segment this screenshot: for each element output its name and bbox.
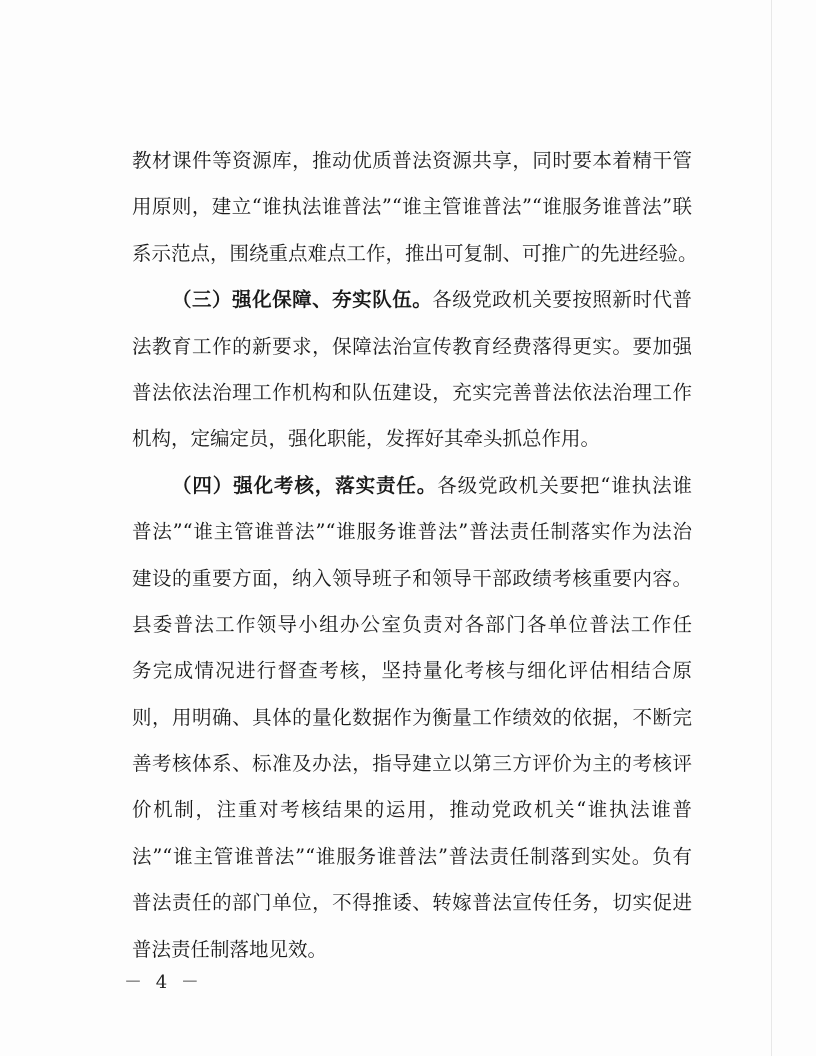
text-line: 用原则，建立“谁执法谁普法”“谁主管谁普法”“谁服务谁普法”联 xyxy=(132,195,692,219)
section-four-first-line xyxy=(132,463,692,509)
text-line: 普法依法治理工作机构和队伍建设，充实完善普法依法治理工作 xyxy=(132,380,692,404)
text-line: 则，用明确、具体的量化数据作为衡量工作绩效的依据，不断完 xyxy=(132,705,692,729)
text-line: 建设的重要方面，纳入领导班子和领导干部政绩考核重要内容。 xyxy=(132,566,692,590)
text-line: 法教育工作的新要求，保障法治宣传教育经费落得更实。要加强 xyxy=(132,334,692,358)
text-line: 普法”“谁主管谁普法”“谁服务谁普法”普法责任制落实作为法治 xyxy=(132,520,692,544)
text-line: 务完成情况进行督查考核，坚持量化考核与细化评估相结合原 xyxy=(132,659,692,683)
section-three-first-line xyxy=(132,277,692,323)
text-line: 法”“谁主管谁普法”“谁服务谁普法”普法责任制落到实处。负有 xyxy=(132,844,692,868)
text-line: 普法责任制落地见效。 xyxy=(132,937,328,961)
text-line: 善考核体系、标准及办法，指导建立以第三方评价为主的考核评 xyxy=(132,752,692,776)
section-heading-four: （四）强化考核，落实责任。 xyxy=(172,473,438,497)
text-line: 机构，定编定员，强化职能，发挥好其牵头抓总作用。 xyxy=(132,427,601,451)
scan-edge-line xyxy=(771,0,772,1056)
section-three-lead: 各级党政机关要按照新时代普 xyxy=(432,288,692,312)
section-heading-three: （三）强化保障、夯实队伍。 xyxy=(172,288,433,312)
page-number: － 4 － xyxy=(124,972,203,993)
text-line: 县委普法工作领导小组办公室负责对各部门各单位普法工作任 xyxy=(132,612,692,636)
body-text xyxy=(132,138,698,973)
section-four-lead: 各级党政机关要把“谁执法谁 xyxy=(437,473,692,497)
text-line: 教材课件等资源库，推动优质普法资源共享，同时要本着精干管 xyxy=(132,149,692,172)
text-line: 系示范点，围绕重点难点工作，推出可复制、可推广的先进经验。 xyxy=(132,241,698,265)
text-line: 普法责任的部门单位，不得推诿、转嫁普法宣传任务，切实促进 xyxy=(132,891,692,915)
text-line: 价机制，注重对考核结果的运用，推动党政机关“谁执法谁普 xyxy=(132,798,692,822)
